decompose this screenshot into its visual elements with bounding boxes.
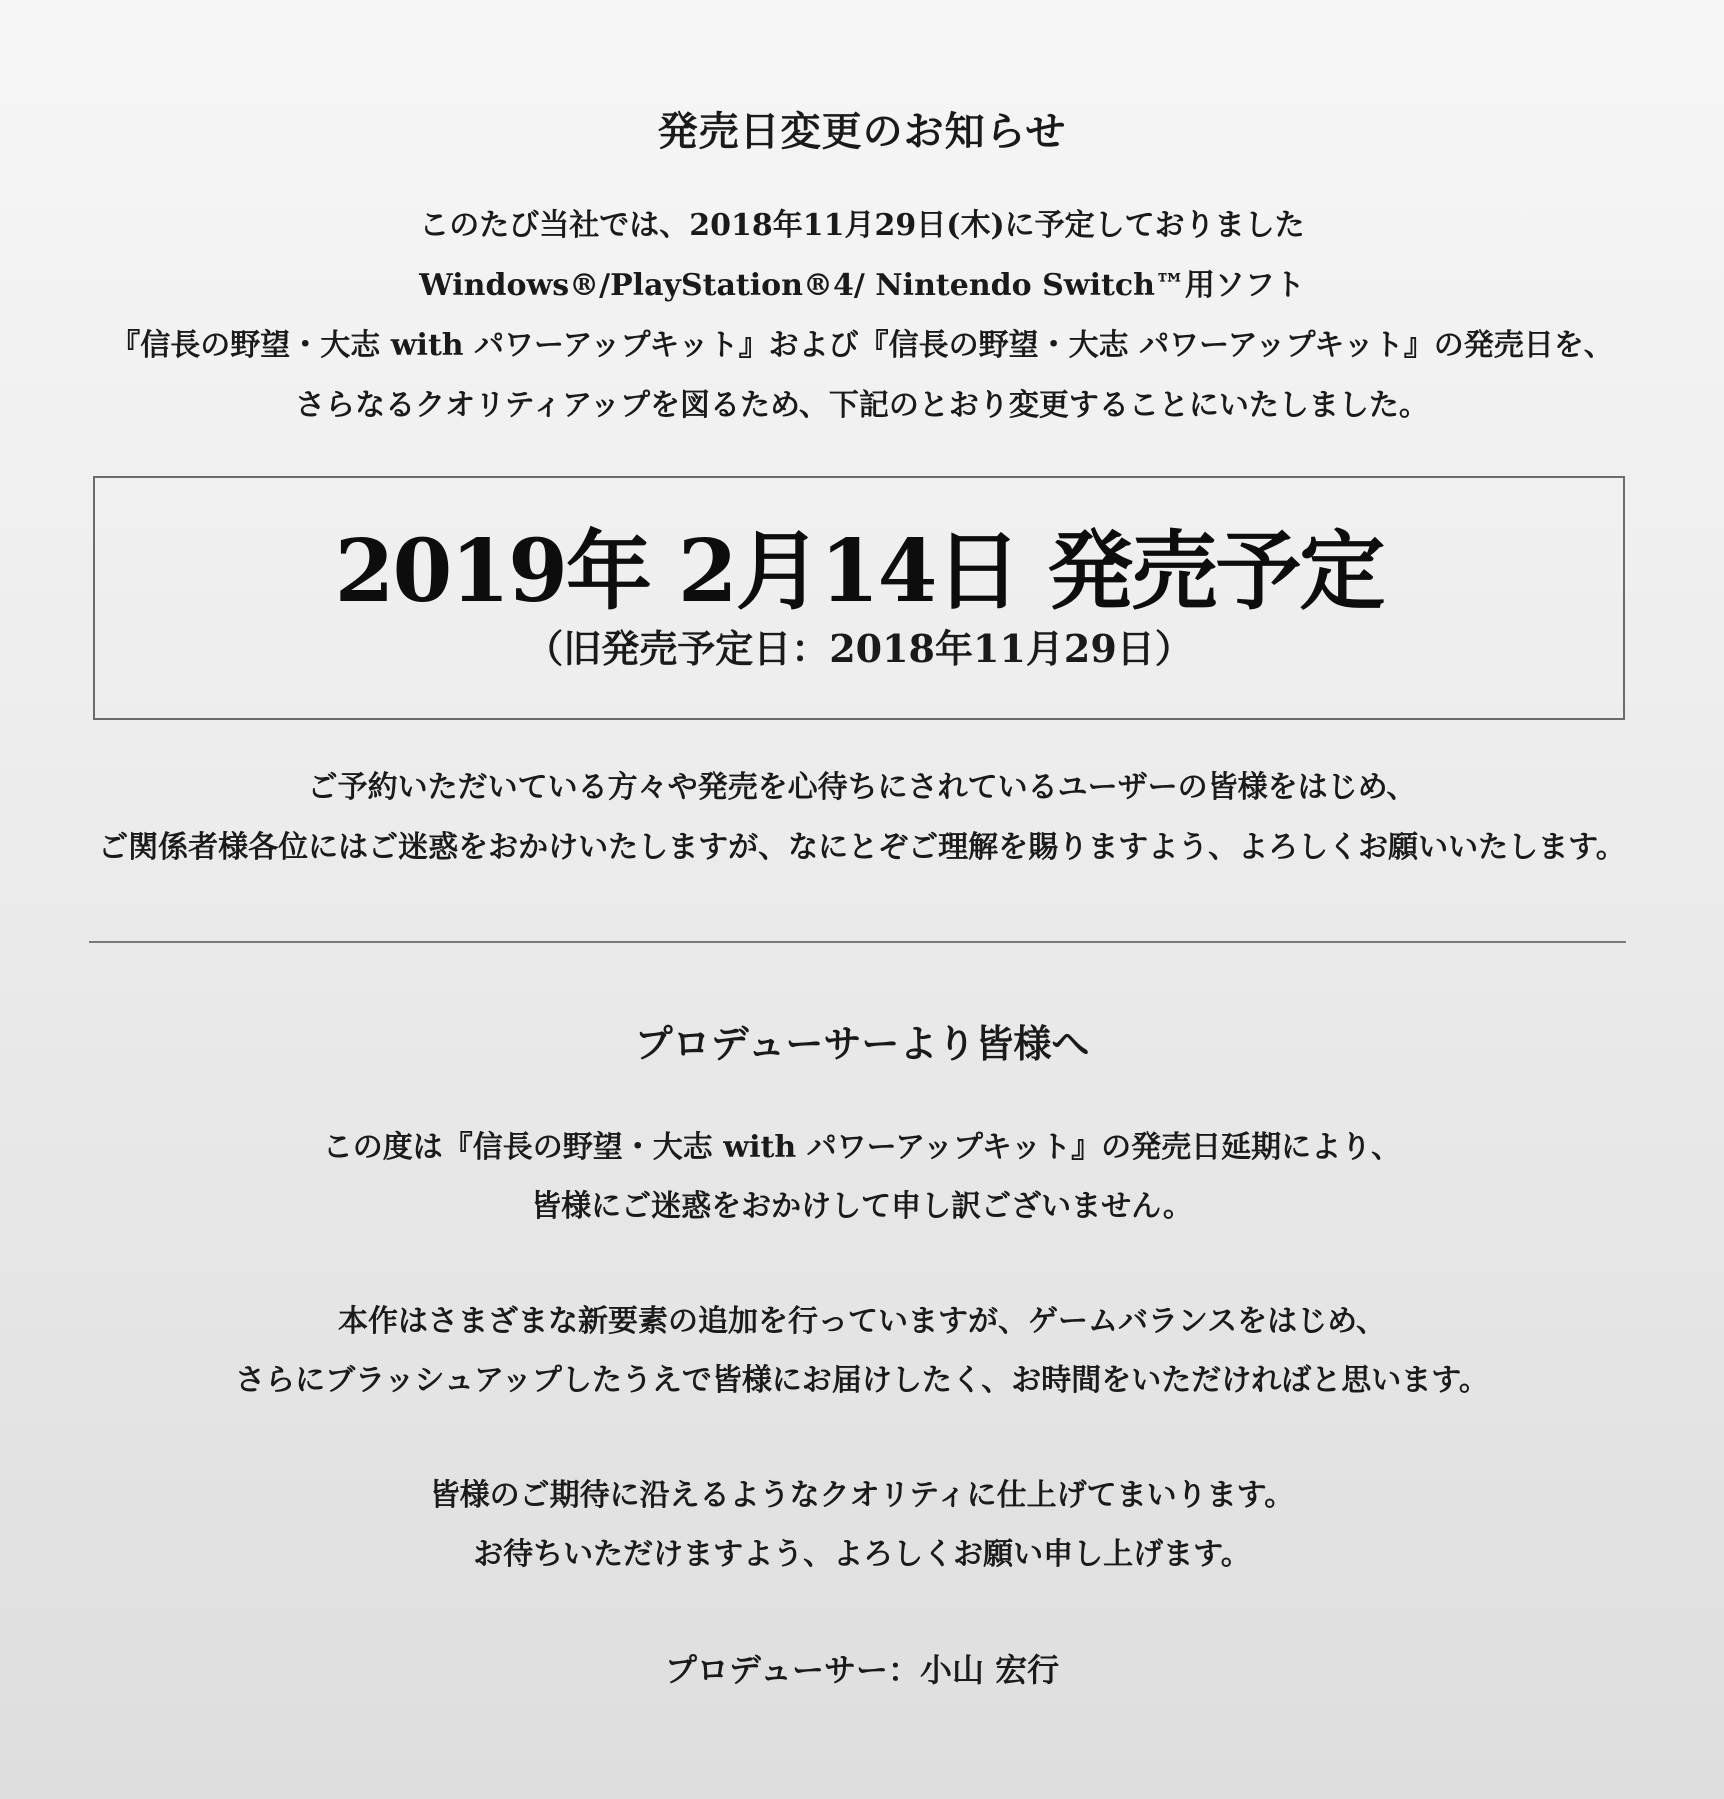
intro-line: このたび当社では、2018年11月29日(木)に予定しておりました (419, 208, 1305, 243)
old-release-date: （旧発売予定日：2018年11月29日） (525, 626, 1193, 671)
message-line: この度は『信長の野望・大志 with パワーアップキット』の発売日延期により、 (322, 1130, 1402, 1165)
intro-line: 『信長の野望・大志 with パワーアップキット』および『信長の野望・大志 パワーアップキット』の発売日を、 (110, 328, 1614, 363)
intro-text (0, 196, 1724, 436)
apology-line: ご予約いただいている方々や発売を心待ちにされているユーザーの皆様をはじめ、 (307, 770, 1417, 805)
message-line: さらにブラッシュアップしたうえで皆様にお届けしたく、お時間をいただければと思います。 (235, 1363, 1489, 1398)
notice-title: 発売日変更のお知らせ (657, 108, 1067, 155)
producer-message (0, 1118, 1724, 1584)
message-line: 皆様のご期待に沿えるようなクオリティに仕上げてまいります。 (429, 1478, 1295, 1513)
producer-signature: プロデューサー：小山 宏行 (664, 1651, 1060, 1689)
section-divider (89, 941, 1626, 943)
new-release-date: 2019年 2月14日 発売予定 (334, 521, 1384, 622)
message-line: 本作はさまざまな新要素の追加を行っていますが、ゲームバランスをはじめ、 (338, 1304, 1386, 1339)
intro-line: Windows®/PlayStation®4/ Nintendo Switch™用ソフト (419, 268, 1305, 303)
intro-line: さらなるクオリティアップを図るため、下記のとおり変更することにいたしました。 (295, 388, 1429, 423)
message-line: お待ちいただけますよう、よろしくお願い申し上げます。 (473, 1537, 1251, 1572)
message-line: 皆様にご迷惑をおかけして申し訳ございません。 (531, 1189, 1193, 1224)
producer-message-title: プロデューサーより皆様へ (634, 1021, 1090, 1066)
apology-line: ご関係者様各位にはご迷惑をおかけいたしますが、なにとぞご理解を賜りますよう、よろしくお願いいたします。 (98, 830, 1626, 865)
paragraph-gap (0, 1410, 1724, 1466)
apology-text (0, 758, 1724, 878)
paragraph-gap (0, 1236, 1724, 1292)
release-date-box (93, 476, 1625, 720)
